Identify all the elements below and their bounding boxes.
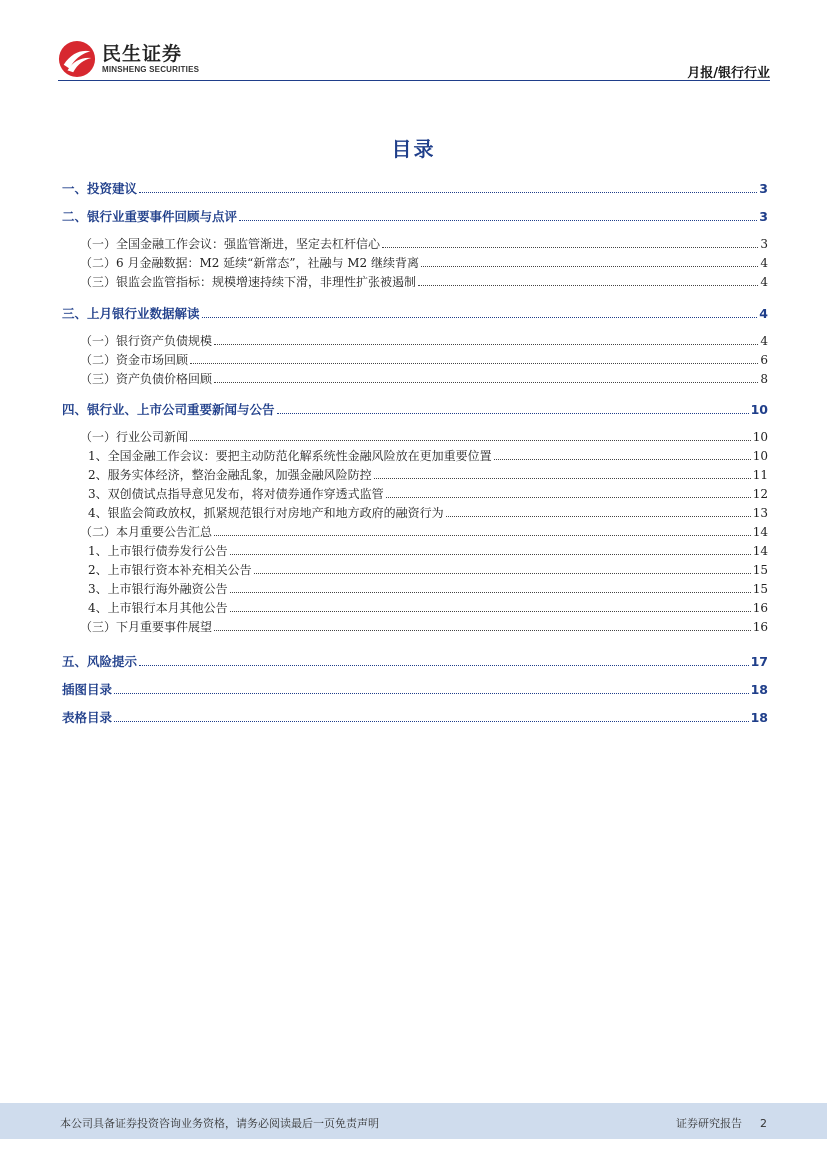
toc-dot-leader <box>386 497 751 498</box>
toc-dot-leader <box>114 693 749 694</box>
toc-entry[interactable] <box>62 350 768 368</box>
toc-entry-page: 10 <box>752 449 768 463</box>
toc-entry-page: 6 <box>760 353 768 367</box>
toc-entry-page: 3 <box>759 181 768 196</box>
toc-dot-leader <box>421 266 758 267</box>
toc-entry[interactable] <box>62 503 768 521</box>
toc-entry[interactable] <box>62 560 768 578</box>
toc-entry[interactable] <box>62 272 768 290</box>
toc-dot-leader <box>230 592 751 593</box>
toc-entry-label: 三、上月银行业数据解读 <box>62 306 200 321</box>
toc-entry-label: （一）行业公司新闻 <box>80 430 189 444</box>
toc-entry[interactable] <box>62 465 768 483</box>
toc-entry-label: （一）银行资产负债规模 <box>80 334 213 348</box>
toc-entry-page: 15 <box>752 563 768 577</box>
toc-entry-label: 表格目录 <box>62 710 113 725</box>
toc-entry-page: 16 <box>752 620 768 634</box>
toc-entry[interactable] <box>62 207 768 225</box>
toc-dot-leader <box>139 192 757 193</box>
toc-entry-label: （三）银监会监管指标：规模增速持续下滑，非理性扩张被遏制 <box>80 275 417 289</box>
toc-entry-page: 4 <box>760 256 768 270</box>
toc-entry-page: 12 <box>752 487 768 501</box>
toc-entry-label: 一、投资建议 <box>62 181 138 196</box>
toc-entry[interactable] <box>62 253 768 271</box>
toc-dot-leader <box>277 413 749 414</box>
toc-dot-leader <box>214 535 751 536</box>
toc-entry[interactable] <box>62 708 768 726</box>
toc-dot-leader <box>374 478 751 479</box>
toc-entry[interactable] <box>62 598 768 616</box>
toc-entry-label: （二）6 月金融数据：M2 延续“新常态”，社融与 M2 继续背离 <box>80 256 420 270</box>
toc-entry[interactable] <box>62 234 768 252</box>
toc-entry[interactable] <box>62 179 768 197</box>
toc-entry[interactable] <box>62 579 768 597</box>
toc-entry-page: 11 <box>752 468 768 482</box>
footer-right <box>676 1115 767 1131</box>
toc-dot-leader <box>230 611 751 612</box>
toc-entry-page: 14 <box>752 544 768 558</box>
page-header <box>0 0 827 82</box>
toc-entry-page: 15 <box>752 582 768 596</box>
toc-title: 目录 <box>391 137 436 161</box>
toc-entry-page: 4 <box>759 306 768 321</box>
toc-dot-leader <box>418 285 758 286</box>
toc-entry-label: （二）资金市场回顾 <box>80 353 189 367</box>
toc-entry-page: 8 <box>760 372 768 386</box>
toc-entry-label: 3、双创债试点指导意见发布，将对债券通作穿透式监管 <box>88 487 384 501</box>
toc-entry-page: 4 <box>760 334 768 348</box>
toc-entry-label: 五、风险提示 <box>62 654 138 669</box>
toc-dot-leader <box>446 516 751 517</box>
company-logo <box>58 39 199 79</box>
toc-entry[interactable] <box>62 484 768 502</box>
toc-entry-label: 2、上市银行资本补充相关公告 <box>88 563 252 577</box>
toc-entry-label: （二）本月重要公告汇总 <box>80 525 213 539</box>
toc-entry-page: 14 <box>752 525 768 539</box>
toc-entry[interactable] <box>62 400 768 418</box>
toc-entry[interactable] <box>62 680 768 698</box>
toc-dot-leader <box>202 317 758 318</box>
footer-doc-type: 证券研究报告 <box>676 1117 742 1130</box>
page-number: 2 <box>760 1117 767 1130</box>
minsheng-logo-icon <box>58 40 96 78</box>
toc-dot-leader <box>190 440 751 441</box>
toc-dot-leader <box>214 382 758 383</box>
toc-entry-page: 10 <box>750 402 768 417</box>
toc-entry[interactable] <box>62 652 768 670</box>
toc-entry-label: 2、服务实体经济，整治金融乱象，加强金融风险防控 <box>88 468 372 482</box>
toc-dot-leader <box>382 247 758 248</box>
toc-entry-page: 3 <box>760 237 768 251</box>
logo-chinese-name: 民生证券 <box>102 43 183 65</box>
toc-dot-leader <box>190 363 758 364</box>
toc-entry-page: 13 <box>752 506 768 520</box>
toc-entry-label: 3、上市银行海外融资公告 <box>88 582 228 596</box>
toc-entry-page: 10 <box>752 430 768 444</box>
toc-dot-leader <box>214 344 758 345</box>
toc-entry-label: （三）资产负债价格回顾 <box>80 372 213 386</box>
toc-dot-leader <box>494 459 751 460</box>
toc-entry-page: 18 <box>750 682 768 697</box>
toc-dot-leader <box>254 573 751 574</box>
toc-dot-leader <box>214 630 751 631</box>
toc-entry-page: 17 <box>750 654 768 669</box>
toc-entry-page: 3 <box>759 209 768 224</box>
toc-dot-leader <box>239 220 757 221</box>
toc-entry-label: 二、银行业重要事件回顾与点评 <box>62 209 238 224</box>
toc-entry[interactable] <box>62 369 768 387</box>
toc-dot-leader <box>114 721 749 722</box>
toc-entry-label: 1、全国金融工作会议：要把主动防范化解系统性金融风险放在更加重要位置 <box>88 449 492 463</box>
toc-entry-label: 4、银监会简政放权，抓紧规范银行对房地产和地方政府的融资行为 <box>88 506 444 520</box>
toc-entry[interactable] <box>62 446 768 464</box>
header-divider <box>58 80 770 81</box>
toc-entry-page: 4 <box>760 275 768 289</box>
toc-entry[interactable] <box>62 541 768 559</box>
toc-dot-leader <box>230 554 751 555</box>
toc-entry-page: 16 <box>752 601 768 615</box>
toc-entry-label: 插图目录 <box>62 682 113 697</box>
toc-entry[interactable] <box>62 617 768 635</box>
report-type-label: 月报/银行行业 <box>687 66 770 81</box>
toc-entry[interactable] <box>62 331 768 349</box>
toc-entry-label: （一）全国金融工作会议：强监管渐进，坚定去杠杆信心 <box>80 237 381 251</box>
toc-entry-label: 1、上市银行债券发行公告 <box>88 544 228 558</box>
logo-english-name: MINSHENG SECURITIES <box>102 65 200 74</box>
toc-entry[interactable] <box>62 304 768 322</box>
toc-entry-page: 18 <box>750 710 768 725</box>
page-footer <box>0 1103 827 1139</box>
toc-dot-leader <box>139 665 749 666</box>
footer-disclaimer: 本公司具备证券投资咨询业务资格，请务必阅读最后一页免责声明 <box>60 1117 379 1130</box>
toc-entry-label: 四、银行业、上市公司重要新闻与公告 <box>62 402 275 417</box>
toc-entry[interactable] <box>62 427 768 445</box>
toc-entry-label: 4、上市银行本月其他公告 <box>88 601 228 615</box>
toc-entry-label: （三）下月重要事件展望 <box>80 620 213 634</box>
toc-entry[interactable] <box>62 522 768 540</box>
